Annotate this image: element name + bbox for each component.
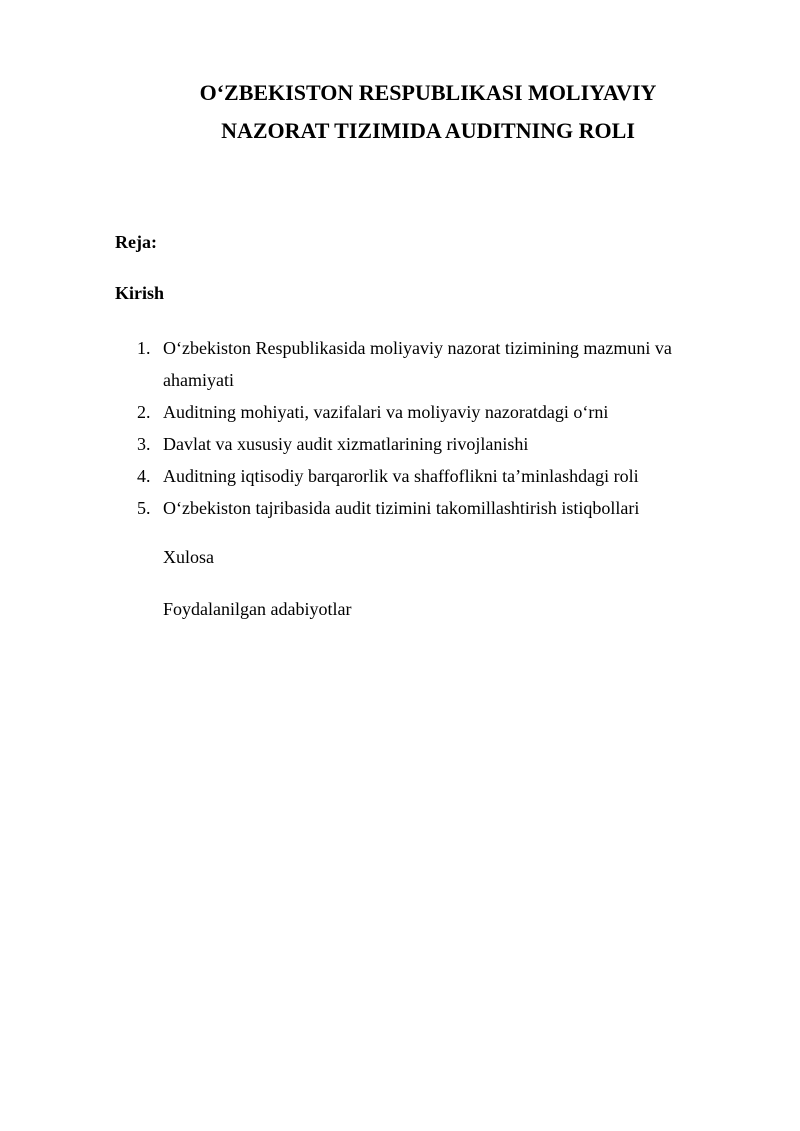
outline-item [115, 492, 715, 524]
title-line-1: O‘ZBEKISTON RESPUBLIKASI MOLIYAVIY [199, 80, 657, 105]
outline-item-text: Auditning iqtisodiy barqarorlik va shaffoflikni ta’minlashdagi roli [163, 466, 639, 486]
outline-item-text: Auditning mohiyati, vazifalari va moliyaviy nazoratdagi o‘rni [163, 402, 609, 422]
outline-item [115, 332, 715, 396]
outline-item-text: O‘zbekiston tajribasida audit tizimini takomillashtirish istiqbollari [163, 498, 640, 518]
outline-item-number: 5. [137, 498, 151, 518]
conclusion-label: Xulosa [163, 547, 214, 567]
outline-item-number: 1. [137, 338, 151, 358]
outline-item-text: Davlat va xususiy audit xizmatlarining rivojlanishi [163, 434, 529, 454]
plan-heading: Reja: [115, 232, 157, 252]
outline-item [115, 396, 715, 428]
outline-item [115, 460, 715, 492]
outline-item [115, 428, 715, 460]
title-line-2: NAZORAT TIZIMIDA AUDITNING ROLI [221, 118, 635, 143]
outline-item-text: O‘zbekiston Respublikasida moliyaviy nazorat tizimining mazmuni va ahamiyati [163, 338, 672, 390]
introduction-heading: Kirish [115, 283, 165, 303]
outline-item-number: 2. [137, 402, 151, 422]
references-label: Foydalanilgan adabiyotlar [163, 599, 352, 619]
document-title [0, 74, 800, 150]
outline-list [115, 332, 715, 524]
outline-item-number: 4. [137, 466, 151, 486]
outline-item-number: 3. [137, 434, 151, 454]
